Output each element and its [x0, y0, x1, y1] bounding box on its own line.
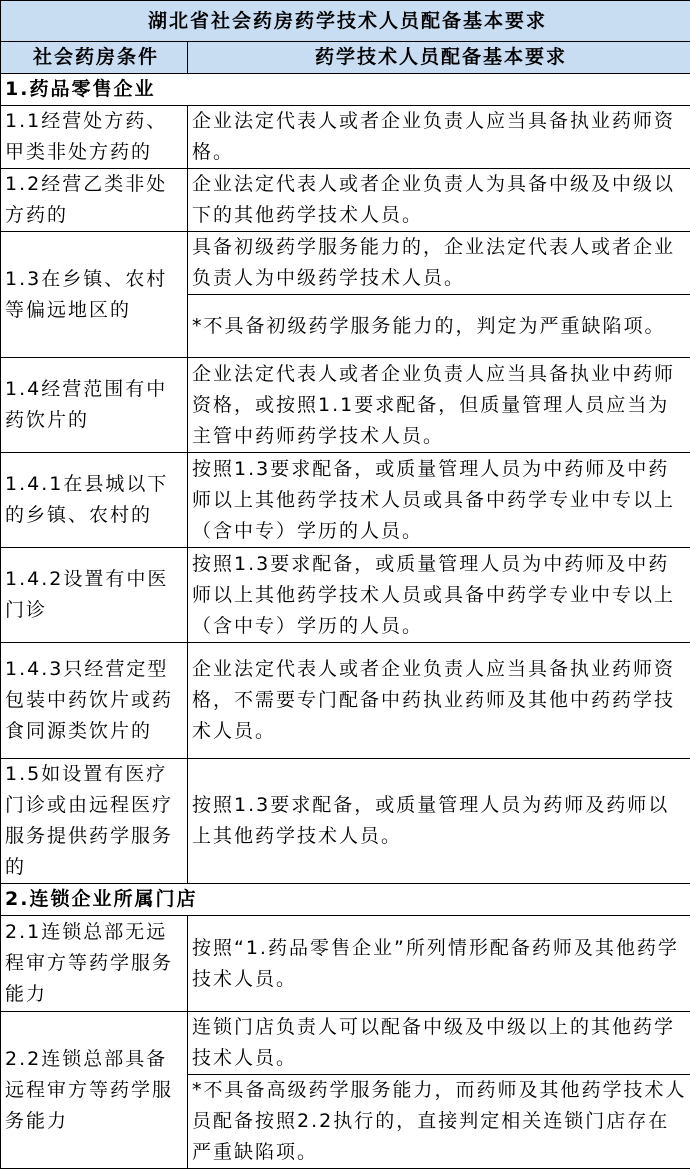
requirement-cell: 按照“1.药品零售企业”所列情形配备药师及其他药学技术人员。	[188, 916, 690, 1012]
requirement-cell: 企业法定代表人或者企业负责人应当具备执业中药师资格，或按照1.1要求配备，但质量管理人员应当为主管中药师药学技术人员。	[188, 358, 690, 453]
condition-cell: 2.2连锁总部具备远程审方等药学服务能力	[1, 1012, 188, 1169]
table-row	[1, 106, 690, 169]
requirement-cell: 连锁门店负责人可以配备中级及中级以上的其他药学技术人员。	[188, 1012, 690, 1075]
section-header	[1, 884, 690, 916]
table-title: 湖北省社会药房药学技术人员配备基本要求	[1, 1, 690, 42]
condition-cell: 1.4.2设置有中医门诊	[1, 548, 188, 643]
requirement-cell: 按照1.3要求配备，或质量管理人员为中药师及中药师以上其他药学技术人员或具备中药学专业中专以上（含中专）学历的人员。	[188, 453, 690, 548]
condition-cell: 1.5如设置有医疗门诊或由远程医疗服务提供药学服务的	[1, 759, 188, 884]
table-row	[1, 548, 690, 643]
title-row	[1, 1, 690, 42]
requirement-cell: 按照1.3要求配备，或质量管理人员为中药师及中药师以上其他药学技术人员或具备中药学专业中专以上（含中专）学历的人员。	[188, 548, 690, 643]
header-row	[1, 42, 690, 74]
table-row	[1, 759, 690, 884]
table-row	[1, 1012, 690, 1075]
requirement-cell: 企业法定代表人或者企业负责人应当具备执业药师资格，不需要专门配备中药执业药师及其他中药药学技术人员。	[188, 643, 690, 759]
condition-cell: 1.4.1在县城以下的乡镇、农村的	[1, 453, 188, 548]
condition-cell: 2.1连锁总部无远程审方等药学服务能力	[1, 916, 188, 1012]
table-row	[1, 453, 690, 548]
table-row	[1, 916, 690, 1012]
section-header	[1, 74, 690, 106]
header-condition: 社会药房条件	[1, 42, 188, 74]
table-row	[1, 232, 690, 295]
table-row	[1, 169, 690, 232]
table-row	[1, 358, 690, 453]
requirement-cell: 企业法定代表人或者企业负责人应当具备执业药师资格。	[188, 106, 690, 169]
section-title: 1.药品零售企业	[1, 74, 690, 106]
requirement-note-cell: *不具备高级药学服务能力，而药师及其他药学技术人员配备按照2.2执行的，直接判定相关连锁门店存在严重缺陷项。	[188, 1075, 690, 1169]
header-requirement: 药学技术人员配备基本要求	[188, 42, 690, 74]
condition-cell: 1.3在乡镇、农村等偏远地区的	[1, 232, 188, 358]
condition-cell: 1.1经营处方药、甲类非处方药的	[1, 106, 188, 169]
condition-cell: 1.2经营乙类非处方药的	[1, 169, 188, 232]
requirement-cell: 具备初级药学服务能力的，企业法定代表人或者企业负责人为中级药学技术人员。	[188, 232, 690, 295]
requirement-note-cell: *不具备初级药学服务能力的，判定为严重缺陷项。	[188, 295, 690, 358]
table-row	[1, 643, 690, 759]
section-title: 2.连锁企业所属门店	[1, 884, 690, 916]
requirement-cell: 按照1.3要求配备，或质量管理人员为药师及药师以上其他药学技术人员。	[188, 759, 690, 884]
condition-cell: 1.4.3只经营定型包装中药饮片或药食同源类饮片的	[1, 643, 188, 759]
requirement-cell: 企业法定代表人或者企业负责人为具备中级及中级以下的其他药学技术人员。	[188, 169, 690, 232]
condition-cell: 1.4经营范围有中药饮片的	[1, 358, 188, 453]
